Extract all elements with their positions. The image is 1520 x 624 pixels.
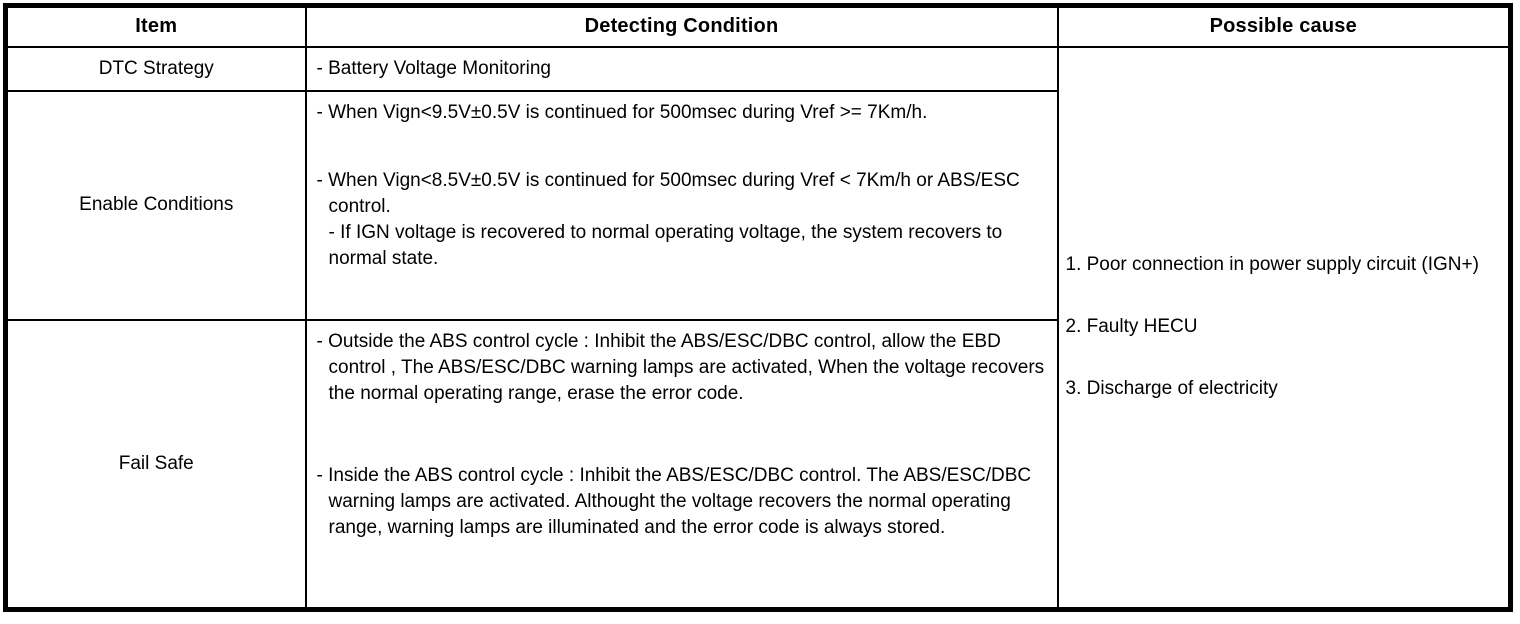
column-header-item: Item	[6, 6, 306, 47]
dtc-detecting-condition-table	[3, 3, 1513, 612]
dtc-strategy-label: DTC Strategy	[6, 47, 306, 91]
dtc-strategy-condition-cell	[306, 47, 1058, 91]
fail-safe-text-1: - Outside the ABS control cycle : Inhibit the ABS/ESC/DBC control, allow the EBD control , The ABS/ESC/DBC warning lamps are activated, When the voltage recovers the normal operating range, erase the error code.	[316, 330, 1045, 404]
fail-safe-text-2: - Inside the ABS control cycle : Inhibit the ABS/ESC/DBC control. The ABS/ESC/DBC warning lamps are activated. Althought the voltage recovers the normal operating range, warning lamps are illuminated and the error code is always stored.	[316, 464, 1032, 538]
table-header-row	[6, 6, 1511, 47]
possible-cause-cell	[1058, 47, 1511, 610]
possible-cause-list	[1066, 252, 1501, 402]
enable-condition-text-2: - When Vign<8.5V±0.5V is continued for 500msec during Vref < 7Km/h or ABS/ESC control.	[316, 169, 1020, 217]
possible-cause-item-3: 3. Discharge of electricity	[1065, 378, 1278, 400]
column-header-possible-cause: Possible cause	[1058, 6, 1511, 47]
possible-cause-item-1: 1. Poor connection in power supply circuit (IGN+)	[1065, 254, 1479, 276]
enable-condition-text-1: - When Vign<9.5V±0.5V is continued for 500msec during Vref >= 7Km/h.	[316, 101, 928, 123]
fail-safe-label: Fail Safe	[6, 320, 306, 610]
table-row-dtc-strategy	[6, 47, 1511, 91]
enable-condition-text-2-sub: - If IGN voltage is recovered to normal operating voltage, the system recovers to normal state.	[328, 221, 1003, 269]
column-header-detecting-condition: Detecting Condition	[306, 6, 1058, 47]
enable-conditions-label: Enable Conditions	[6, 91, 306, 320]
fail-safe-cell	[306, 320, 1058, 610]
enable-conditions-cell	[306, 91, 1058, 320]
dtc-strategy-condition-text: - Battery Voltage Monitoring	[316, 57, 551, 79]
possible-cause-item-2: 2. Faulty HECU	[1065, 316, 1198, 338]
